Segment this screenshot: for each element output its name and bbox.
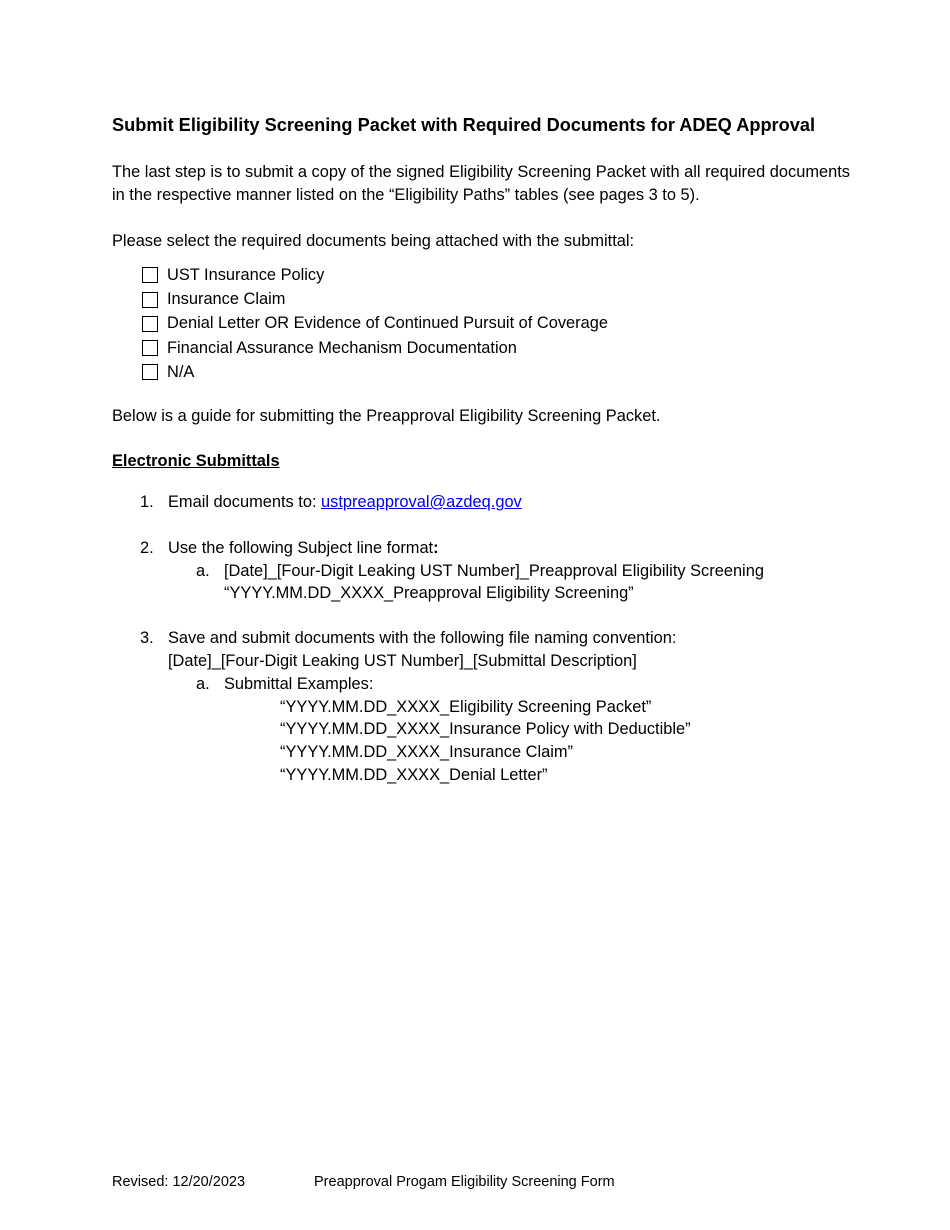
step-number: 3.	[140, 629, 154, 648]
example-item: “YYYY.MM.DD_XXXX_Eligibility Screening Packet”	[280, 697, 652, 716]
example-item: “YYYY.MM.DD_XXXX_Insurance Policy with Deductible”	[280, 720, 691, 739]
subject-example: “YYYY.MM.DD_XXXX_Preapproval Eligibility Screening”	[224, 584, 634, 603]
checklist-item-na[interactable]	[142, 360, 852, 384]
sub-letter: a.	[196, 561, 210, 580]
checklist-item-denial-letter[interactable]	[142, 312, 852, 336]
checkbox-label: Financial Assurance Mechanism Documentation	[167, 338, 517, 357]
example-item: “YYYY.MM.DD_XXXX_Insurance Claim”	[280, 743, 574, 762]
examples-list	[224, 696, 852, 787]
checkbox-label: UST Insurance Policy	[167, 266, 325, 285]
document-checklist	[142, 263, 852, 384]
footer-revised: Revised: 12/20/2023	[112, 1174, 246, 1190]
footer-form-name: Preapproval Progam Eligibility Screening Form	[314, 1174, 615, 1190]
checkbox[interactable]	[142, 364, 158, 380]
checkbox[interactable]	[142, 316, 158, 332]
step-1	[112, 491, 852, 514]
step-2a	[168, 560, 852, 606]
checklist-item-financial-assurance[interactable]	[142, 336, 852, 360]
checklist-item-insurance-claim[interactable]	[142, 288, 852, 312]
naming-convention: [Date]_[Four-Digit Leaking UST Number]_[Submittal Description]	[168, 651, 637, 670]
guide-intro: Below is a guide for submitting the Preapproval Eligibility Screening Packet.	[112, 407, 661, 426]
checkbox[interactable]	[142, 267, 158, 283]
step-3a	[168, 673, 852, 787]
step-2-sub	[112, 560, 852, 606]
intro-paragraph: The last step is to submit a copy of the signed Eligibility Screening Packet with all required documents in the respective manner listed on the “Eligibility Paths” tables (see pages 3 to 5).	[112, 163, 850, 204]
section-heading-electronic-submittals: Electronic Submittals	[112, 452, 280, 471]
sub-letter: a.	[196, 674, 210, 693]
step-text: Use the following Subject line format	[168, 538, 434, 557]
subject-format: [Date]_[Four-Digit Leaking UST Number]_Preapproval Eligibility Screening	[224, 561, 764, 580]
step-3	[112, 627, 852, 673]
checkbox[interactable]	[142, 292, 158, 308]
step-number: 1.	[140, 492, 154, 511]
page-title: Submit Eligibility Screening Packet with Required Documents for ADEQ Approval	[112, 115, 816, 135]
checkbox-label: Denial Letter OR Evidence of Continued Pursuit of Coverage	[167, 314, 608, 333]
step-text: Save and submit documents with the following file naming convention:	[168, 629, 677, 648]
email-link[interactable]: ustpreapproval@azdeq.gov	[321, 492, 522, 511]
checkbox-label: N/A	[167, 362, 195, 381]
step-2	[112, 537, 852, 560]
document-page	[112, 113, 852, 787]
step-3-sub	[112, 673, 852, 787]
select-prompt: Please select the required documents being attached with the submittal:	[112, 231, 635, 250]
sub-label: Submittal Examples:	[224, 674, 374, 693]
checkbox-label: Insurance Claim	[167, 290, 286, 309]
step-number: 2.	[140, 538, 154, 557]
checklist-item-ust-insurance-policy[interactable]	[142, 263, 852, 287]
example-item: “YYYY.MM.DD_XXXX_Denial Letter”	[280, 765, 548, 784]
checkbox[interactable]	[142, 340, 158, 356]
step-text-colon: :	[433, 538, 439, 557]
step-text: Email documents to:	[168, 492, 322, 511]
